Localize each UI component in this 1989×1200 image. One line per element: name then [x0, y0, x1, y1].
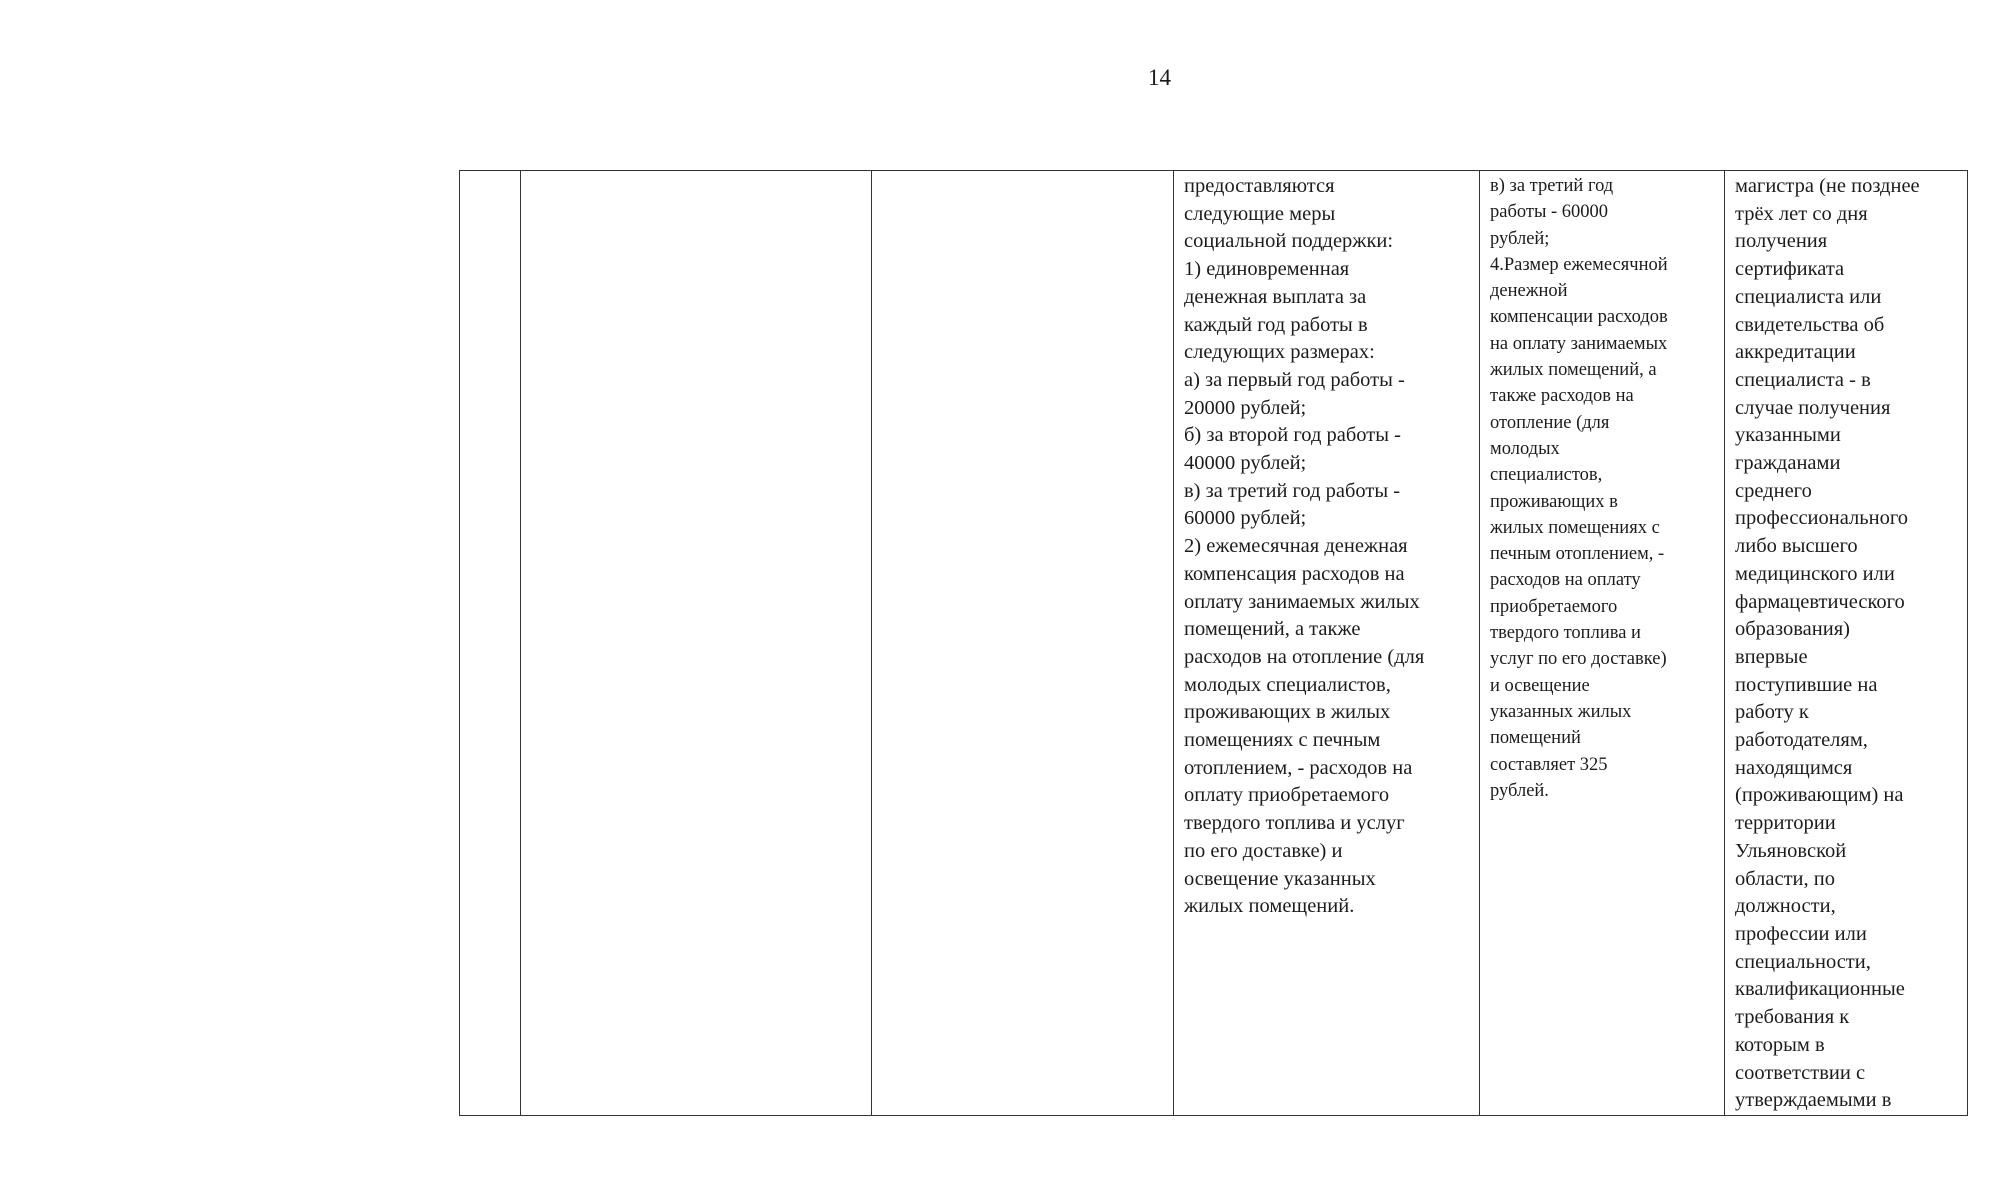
table-row: [460, 171, 1968, 1116]
table-cell-amounts: [1480, 171, 1725, 1116]
document-table: [459, 170, 1968, 1116]
table-cell-recipients: [1725, 171, 1968, 1116]
table-cell-category: [521, 171, 872, 1116]
cell-text: в) за третий год работы - 60000 рублей; 4.Размер ежемесячной денежной компенсации расходов на оплату занимаемых жилых помещений, а также расходов на отопление (для молодых специалистов, проживающих в жилых помещениях с печным отоплением, - расходов на оплату приобретаемого твердого топлива и услуг по его доставке) и освещение указанных жилых помещений составляет 325 рублей.: [1490, 176, 1668, 801]
cell-text: магистра (не позднее трёх лет со дня получения сертификата специалиста или свидетельства об аккредитации специалиста - в случае получения указанными гражданами среднего профессионального либо высшего медицинского или фармацевтического образования) впервые поступившие на работу к работодателям, находящимся (проживающим) на территории Ульяновской области, по должности, профессии или специальности, квалификационные требования к которым в соответствии с утверждаемыми в: [1735, 175, 1920, 1112]
table-cell-support-measures: [1174, 171, 1480, 1116]
cell-text: предоставляются следующие меры социальной поддержки: 1) единовременная денежная выплата за каждый год работы в следующих размерах: а) за первый год работы - 20000 рублей; б) за второй год работы - 40000 рублей; в) за третий год работы - 60000 рублей; 2) ежемесячная денежная компенсация расходов на оплату занимаемых жилых помещений, а также расходов на отопление (для молодых специалистов, проживающих в жилых помещениях с печным отоплением, - расходов на оплату приобретаемого твердого топлива и услуг по его доставке) и освещение указанных жилых помещений.: [1184, 175, 1425, 918]
table-cell-number: [460, 171, 521, 1116]
table-cell-basis: [872, 171, 1174, 1116]
page-number: 14: [1148, 65, 1171, 90]
